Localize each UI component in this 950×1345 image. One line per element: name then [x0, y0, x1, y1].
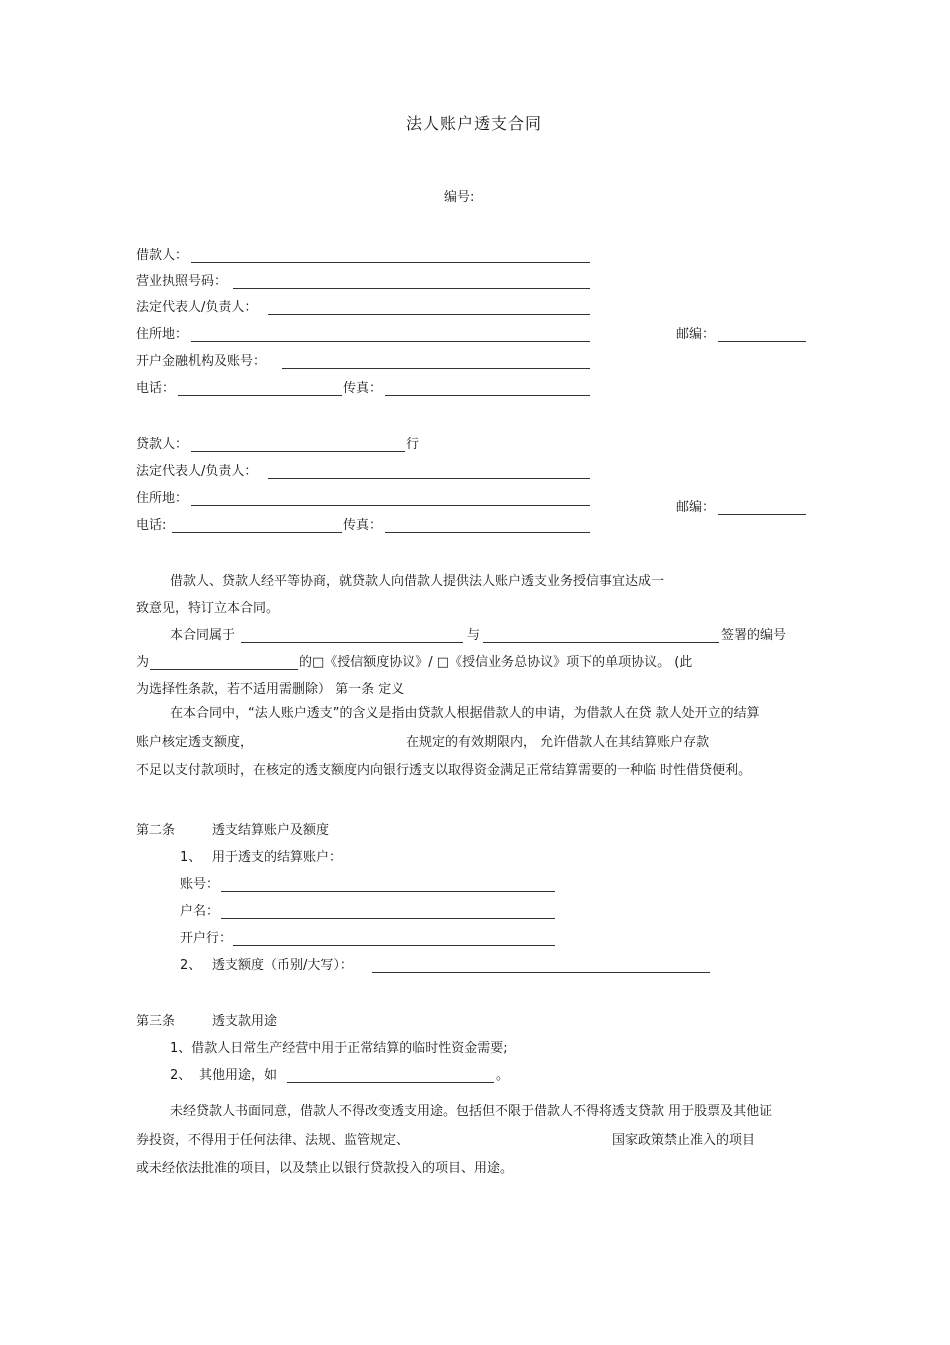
borrower-name-field[interactable]	[191, 262, 590, 263]
agreement-type-options: 的□《授信额度协议》/ □《授信业务总协议》项下的单项协议。 (此	[299, 655, 693, 670]
borrower-name-label: 借款人：	[136, 248, 189, 263]
definition-line: 不足以支付款项时，在核定的透支额度内向银行透支以取得资金满足正常结算需要的一种临 时性借贷便利。	[136, 763, 752, 778]
borrower-bank-label: 开户金融机构及账号：	[136, 354, 267, 369]
usage-restriction-line: 或未经依法批准的项目，以及禁止以银行贷款投入的项目、用途。	[136, 1161, 514, 1176]
borrower-rep-label: 法定代表人/负责人：	[136, 300, 258, 315]
article-2-item-1-number: 1、	[180, 850, 202, 865]
borrower-bank-field[interactable]	[282, 368, 590, 369]
contract-number-label: 编号:	[444, 190, 475, 205]
agreement-party-b-field[interactable]	[483, 642, 719, 643]
agreement-ref-signed: 签署的编号	[721, 628, 787, 643]
account-number-field[interactable]	[221, 891, 555, 892]
account-number-label: 账号：	[180, 877, 220, 892]
lender-postcode-field[interactable]	[718, 514, 806, 515]
borrower-phone-label: 电话：	[136, 381, 176, 396]
borrower-license-label: 营业执照号码：	[136, 274, 228, 289]
agreement-ref-with: 与	[467, 628, 481, 643]
optional-clause-note: 为选择性条款，若不适用需删除） 第一条 定义	[136, 682, 405, 697]
lender-rep-label: 法定代表人/负责人：	[136, 464, 258, 479]
borrower-fax-field[interactable]	[385, 395, 590, 396]
lender-address-label: 住所地：	[136, 491, 189, 506]
article-3-item-2-number: 2、	[170, 1068, 192, 1083]
borrower-fax-label: 传真：	[343, 381, 383, 396]
lender-bank-suffix: 行	[406, 437, 420, 452]
other-purpose-field[interactable]	[287, 1082, 494, 1083]
agreement-ref-for: 为	[136, 655, 150, 670]
overdraft-limit-label: 透支额度（币别/大写）：	[212, 958, 353, 973]
intro-paragraph-line: 致意见，特订立本合同。	[136, 601, 280, 616]
borrower-address-field[interactable]	[191, 341, 590, 342]
lender-name-field[interactable]	[191, 451, 405, 452]
borrower-rep-field[interactable]	[268, 314, 590, 315]
lender-phone-label: 电话:	[136, 518, 167, 533]
lender-postcode-label: 邮编：	[676, 500, 716, 515]
agreement-number-field[interactable]	[150, 669, 298, 670]
article-3-item-2-end: 。	[496, 1068, 510, 1083]
lender-rep-field[interactable]	[268, 478, 590, 479]
agreement-ref-prefix: 本合同属于	[170, 628, 236, 643]
article-3-item-1: 1、借款人日常生产经营中用于正常结算的临时性资金需要;	[170, 1041, 508, 1056]
lender-phone-field[interactable]	[172, 532, 342, 533]
definition-line: 账户核定透支额度，	[136, 735, 254, 750]
lender-name-label: 贷款人：	[136, 437, 189, 452]
agreement-party-a-field[interactable]	[241, 642, 463, 643]
account-holder-label: 户名：	[180, 904, 220, 919]
usage-restriction-line: 国家政策禁止准入的项目	[612, 1133, 756, 1148]
article-2-heading: 透支结算账户及额度	[212, 823, 330, 838]
overdraft-limit-field[interactable]	[372, 972, 710, 973]
account-holder-field[interactable]	[221, 918, 555, 919]
definition-line: 在规定的有效期限内， 允许借款人在其结算账户存款	[406, 735, 710, 750]
document-title: 法人账户透支合同	[406, 114, 543, 133]
lender-address-field[interactable]	[191, 505, 590, 506]
article-3-number: 第三条	[136, 1014, 176, 1029]
account-bank-label: 开户行：	[180, 931, 233, 946]
definition-line: 在本合同中，“法人账户透支”的含义是指由贷款人根据借款人的申请，为借款人在贷 款人处开立的结算	[170, 706, 760, 721]
article-2-item-1-text: 用于透支的结算账户：	[212, 850, 343, 865]
lender-fax-field[interactable]	[385, 532, 590, 533]
usage-restriction-line: 未经贷款人书面同意，借款人不得改变透支用途。包括但不限于借款人不得将透支贷款 用于股票及其他证	[170, 1104, 773, 1119]
borrower-phone-field[interactable]	[178, 395, 342, 396]
borrower-address-label: 住所地：	[136, 327, 189, 342]
borrower-postcode-label: 邮编：	[676, 327, 716, 342]
usage-restriction-line: 券投资，不得用于任何法律、法规、监管规定、	[136, 1133, 410, 1148]
borrower-postcode-field[interactable]	[718, 341, 806, 342]
account-bank-field[interactable]	[233, 945, 555, 946]
lender-fax-label: 传真：	[343, 518, 383, 533]
article-2-number: 第二条	[136, 823, 176, 838]
intro-paragraph-line: 借款人、贷款人经平等协商，就贷款人向借款人提供法人账户透支业务授信事宜达成一	[170, 574, 665, 589]
article-3-heading: 透支款用途	[212, 1014, 278, 1029]
article-3-item-2-text: 其他用途，如	[199, 1068, 278, 1083]
article-2-item-2-number: 2、	[180, 958, 202, 973]
borrower-license-field[interactable]	[233, 288, 590, 289]
